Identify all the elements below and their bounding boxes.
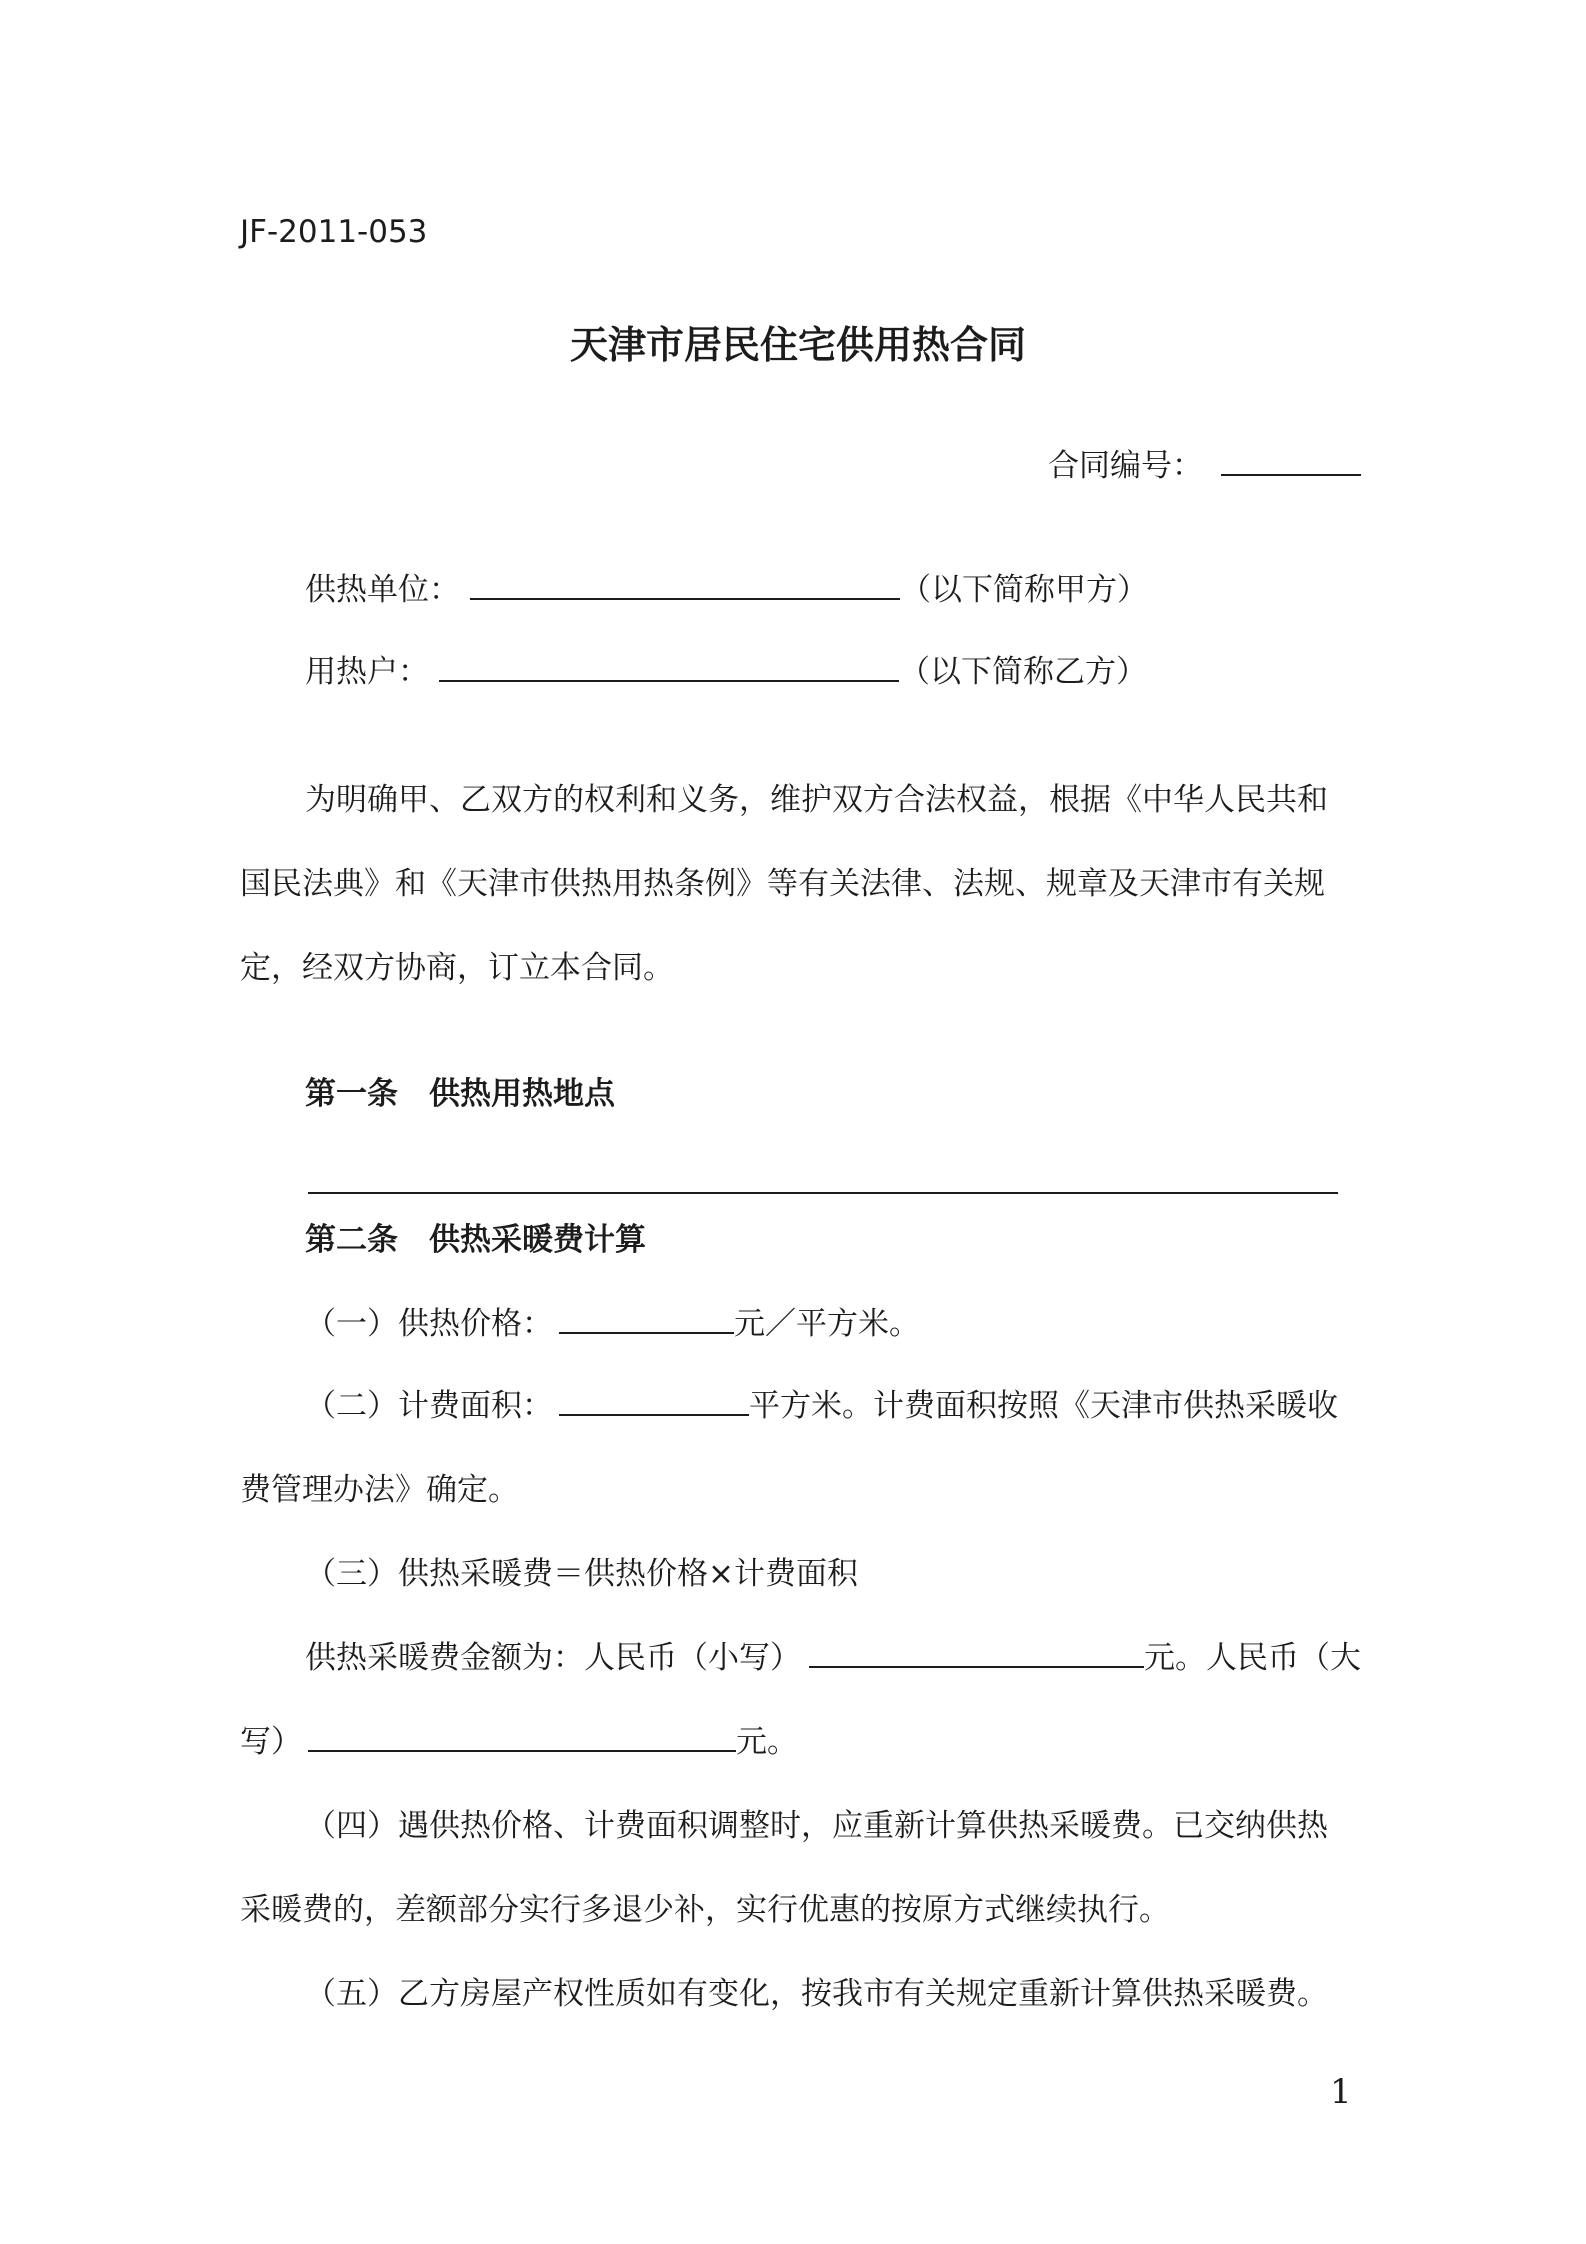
article-2-heading: 第二条 供热采暖费计算: [305, 1222, 646, 1258]
page-title: 天津市居民住宅供用热合同: [570, 323, 1027, 367]
amount-words-blank[interactable]: [308, 1720, 736, 1752]
amount-figures-blank[interactable]: [809, 1636, 1144, 1668]
article-2-item-2-line-2: 费管理办法》确定。: [240, 1472, 519, 1508]
article-1-location-blank[interactable]: [308, 1192, 1338, 1194]
fee-amount-row-2: [240, 1720, 798, 1764]
article-2-item-3: （三）供热采暖费＝供热价格×计费面积: [305, 1556, 858, 1592]
party-b-suffix: （以下简称乙方）: [899, 654, 1147, 690]
fee-amount-line2-suffix: 元。: [736, 1724, 798, 1760]
article-2-item-4-line-2: 采暖费的，差额部分实行多退少补，实行优惠的按原方式继续执行。: [240, 1892, 1170, 1928]
article-2-item-1: [305, 1302, 920, 1346]
article-2-item-4-line-1: （四）遇供热价格、计费面积调整时，应重新计算供热采暖费。已交纳供热: [305, 1808, 1328, 1844]
party-b-row: [305, 650, 1147, 694]
article-1-heading: 第一条 供热用热地点: [305, 1076, 615, 1112]
party-a-blank[interactable]: [470, 568, 900, 600]
preamble-line-2: 国民法典》和《天津市供热用热条例》等有关法律、法规、规章及天津市有关规: [240, 866, 1325, 902]
contract-number-row: [1048, 444, 1361, 488]
party-a-label: 供热单位：: [305, 572, 460, 608]
fee-amount-prefix: 供热采暖费金额为：人民币（小写）: [305, 1640, 801, 1676]
fee-amount-mid: 元。人民币（大: [1144, 1640, 1361, 1676]
item-2-suffix: 平方米。计费面积按照《天津市供热采暖收: [749, 1388, 1338, 1424]
contract-number-label: 合同编号：: [1048, 448, 1203, 484]
article-2-item-5: （五）乙方房屋产权性质如有变化，按我市有关规定重新计算供热采暖费。: [305, 1976, 1328, 2012]
item-1-prefix: （一）供热价格：: [305, 1306, 553, 1342]
billing-area-blank[interactable]: [559, 1384, 749, 1416]
page-number: 1: [1330, 2072, 1352, 2112]
fee-amount-row: [305, 1636, 1361, 1680]
heating-price-blank[interactable]: [559, 1302, 734, 1334]
preamble-line-1: 为明确甲、乙双方的权利和义务，维护双方合法权益，根据《中华人民共和: [305, 782, 1328, 818]
party-a-row: [305, 568, 1148, 612]
item-2-prefix: （二）计费面积：: [305, 1388, 553, 1424]
party-b-blank[interactable]: [439, 650, 899, 682]
party-b-label: 用热户：: [305, 654, 429, 690]
item-1-suffix: 元／平方米。: [734, 1306, 920, 1342]
preamble-line-3: 定，经双方协商，订立本合同。: [240, 950, 674, 986]
fee-amount-line2-prefix: 写）: [240, 1724, 302, 1760]
party-a-suffix: （以下简称甲方）: [900, 572, 1148, 608]
article-2-item-2: [305, 1384, 1338, 1428]
contract-number-blank[interactable]: [1221, 444, 1361, 476]
document-code: JF-2011-053: [240, 214, 428, 250]
